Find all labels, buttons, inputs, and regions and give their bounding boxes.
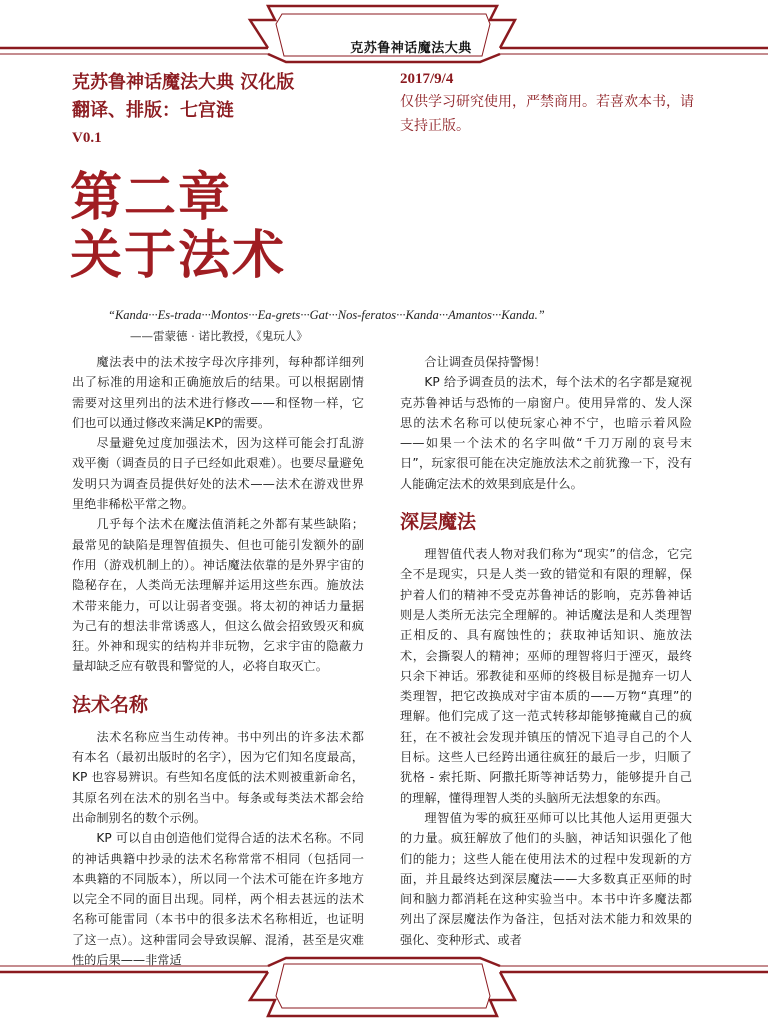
bottom-banner-ornament <box>0 944 768 1024</box>
left-column <box>72 352 364 970</box>
epigraph-quote: “Kanda···Es-trada···Montos···Ea-grets···Gat···Nos-feratos···Kanda···Amantos···Kanda.” <box>108 308 545 322</box>
body-paragraph: 法术名称应当生动传神。书中列出的许多法术都有本名（最初出版时的名字），因为它们知名度最高，KP 也容易辨识。有些知名度低的法术则被重新命名，其原名列在法术的别名当中。每条或每类法术都会给出命制别名的数个示例。 <box>72 729 364 825</box>
right-column <box>400 352 692 950</box>
body-paragraph: 尽量避免过度加强法术，因为这样可能会打乱游戏平衡（调查员的日子已经如此艰难）。也要尽量避免发明只为调查员提供好处的法术——法术在游戏世界里绝非稀松平常之物。 <box>72 436 364 512</box>
section-heading-spell-names: 法术名称 <box>72 693 149 716</box>
header-right <box>400 68 700 138</box>
body-paragraph: 理智值为零的疯狂巫师可以比其他人运用更强大的力量。疯狂解放了他们的头脑，神话知识强化了他们的能力；这些人能在使用法术的过程中发现新的方面，并且最终达到深层魔法——大多数真正巫师的时间和脑力都消耗在这种实验当中。本书中许多魔法都列出了深层魔法作为备注，包括对法术能力和效果的强化、变种形式、或者 <box>400 810 692 947</box>
body-paragraph: 理智值代表人物对我们称为“现实”的信念，它完全不是现实，只是人类一致的错觉和有限的理解，保护着人们的精神不受克苏鲁神话的影响，克苏鲁神话则是人类所无法完全理解的。神话魔法是和人类理智正相反的、具有腐蚀性的；获取神话知识、施放法术，会撕裂人的精神；巫师的理智将归于湮灭，最终只余下神话。邪教徒和巫师的终极目标是抛弃一切人类理智，把它改换成对宇宙本质的——万物“真理”的理解。他们完成了这一范式转移却能够掩藏自己的疯狂，在不被社会发现并镇压的情况下追寻自己的个人目标。这些人已经跨出通往疯狂的最后一步，归顺了犹格 - 索托斯、阿撒托斯等神话势力，能够提升自己的理解，懂得理智人类的头脑所无法想象的东西。 <box>400 547 692 805</box>
usage-notice: 仅供学习研究使用，严禁商用。若喜欢本书，请支持正版。 <box>400 94 694 134</box>
publish-date: 2017/9/4 <box>400 71 454 87</box>
header-left <box>72 70 392 148</box>
section-heading-deeper-magic: 深层魔法 <box>400 511 477 534</box>
body-paragraph: 几乎每个法术在魔法值消耗之外都有某些缺陷；最常见的缺陷是理智值损失、但也可能引发额外的副作用（游戏机制上的）。神话魔法依靠的是外界宇宙的隐秘存在，人类尚无法理解并运用这些东西。施放法术带来能力，可以让弱者变强。将太初的神话力量据为己有的想法非常诱惑人，但这么做会招致毁灭和疯狂。外神和现实的结构并非玩物，乞求宇宙的隐蔽力量却缺乏应有敬畏和警觉的人，必将自取灭亡。 <box>72 517 364 674</box>
epigraph-source: ——雷蒙德 · 诺比教授，《鬼玩人》 <box>130 329 308 343</box>
book-title: 克苏鲁神话魔法大典 汉化版 <box>72 72 295 93</box>
translator-credit: 翻译、排版：七宫涟 <box>72 100 234 121</box>
body-paragraph: 魔法表中的法术按字母次序排列，每种都详细列出了标准的用途和正确施放后的结果。可以根据剧情需要对这里列出的法术进行修改——和怪物一样，它们也可以通过修改来满足KP的需要。 <box>72 355 364 430</box>
version-label: V0.1 <box>72 130 102 146</box>
banner-title: 克苏鲁神话魔法大典 <box>350 41 472 56</box>
body-paragraph: 合让调查员保持警惕！ <box>424 355 547 369</box>
body-paragraph: KP 给予调查员的法术，每个法术的名字都是窥视克苏鲁神话与恐怖的一扇窗户。使用异常的、发人深思的法术名称可以使玩家心神不宁，也暗示着风险——如果一个法术的名字叫做“千刀万剐的哀号末日”，玩家很可能在决定施放法术之前犹豫一下，没有人能确定法术的效果到底是什么。 <box>400 375 692 491</box>
chapter-title: 关于法术 <box>70 226 287 286</box>
body-paragraph: KP 可以自由创造他们觉得合适的法术名称。不同的神话典籍中抄录的法术名称常常不相同（包括同一本典籍的不同版本），所以同一个法术可能在许多地方以完全不同的面目出现。同样，两个相去甚远的法术名称可能雷同（本书中的很多法术名称相近，也证明了这一点）。这种雷同会导致误解、混淆，甚至是灾难性的后果——非常适 <box>72 831 364 968</box>
chapter-number: 第二章 <box>70 168 233 228</box>
